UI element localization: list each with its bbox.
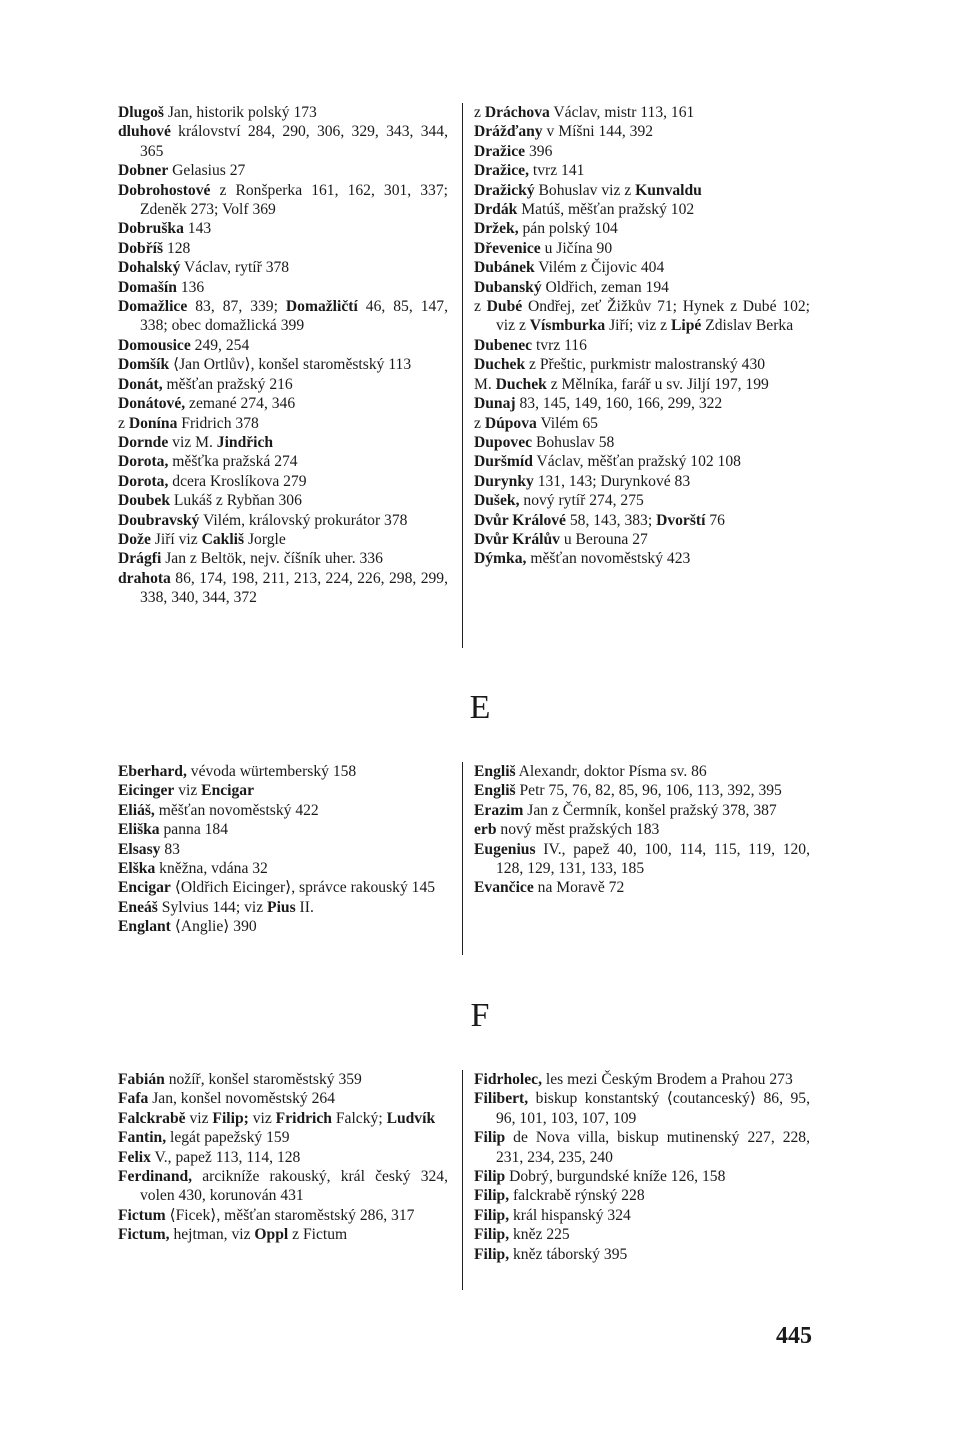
- index-entry: [474, 452, 810, 471]
- entry-headword: Engliš: [474, 782, 516, 800]
- entry-text: z: [118, 414, 129, 432]
- index-entry: [474, 840, 810, 879]
- entry-headword: Filip;: [212, 1109, 249, 1127]
- entry-text: u Jičína 90: [540, 239, 613, 257]
- section-e-column-rule: [462, 762, 463, 955]
- entry-text: ⟨Jan Ortlův⟩, konšel staroměstský 113: [169, 356, 412, 374]
- index-entry: [118, 781, 448, 800]
- entry-text: 76: [705, 511, 725, 529]
- index-entry: [474, 781, 810, 800]
- entry-headword: Fictum,: [118, 1226, 170, 1244]
- entry-text: viz M.: [168, 433, 217, 451]
- entry-headword: Donína: [128, 414, 178, 432]
- entry-text: tvrz 141: [528, 162, 585, 180]
- entry-headword: dluhové: [118, 123, 171, 141]
- entry-headword: Eicinger: [118, 782, 175, 800]
- entry-text: Jan z Beltök, nejv. číšník uher. 336: [161, 550, 383, 568]
- entry-headword: Dorota,: [118, 472, 169, 490]
- index-entry: [118, 859, 448, 878]
- index-entry: [118, 917, 448, 936]
- entry-text: Dobrý, burgundské kníže 126, 158: [505, 1168, 726, 1186]
- entry-headword: Durynky: [474, 472, 534, 490]
- entry-text: Jiří; viz z: [605, 317, 671, 335]
- entry-headword: Jindřich: [216, 433, 274, 451]
- index-entry: [474, 297, 810, 336]
- entry-headword: Englant: [118, 918, 171, 936]
- entry-text: arcikníže rakouský, král český 324, volen 430, korunován 431: [140, 1168, 448, 1205]
- entry-headword: Dúpova: [484, 414, 537, 432]
- entry-headword: Doubravský: [118, 511, 200, 529]
- entry-headword: Fridrich: [275, 1109, 332, 1127]
- entry-text: tvrz 116: [532, 336, 587, 354]
- index-entry: [474, 375, 810, 394]
- index-entry: [118, 452, 448, 471]
- entry-text: legát papežský 159: [166, 1129, 290, 1147]
- index-entry: [118, 1070, 448, 1089]
- entry-headword: Duchek: [495, 375, 547, 393]
- index-entry: [474, 549, 810, 568]
- index-entry: [474, 1089, 810, 1128]
- entry-headword: Filip,: [474, 1245, 510, 1263]
- index-entry: [118, 161, 448, 180]
- entry-text: 46, 85, 147, 338; obec domažlická 399: [140, 298, 448, 335]
- entry-headword: Dubenec: [474, 336, 533, 354]
- entry-headword: Cakliš: [201, 530, 245, 548]
- entry-text: z: [474, 298, 487, 316]
- entry-text: ⟨Oldřich Eicinger⟩, správce rakouský 145: [170, 879, 436, 897]
- entry-headword: Eneáš: [118, 898, 158, 916]
- entry-headword: Držek,: [474, 220, 519, 238]
- entry-headword: Dražice: [474, 142, 526, 160]
- index-entry: [474, 161, 810, 180]
- section-f-left-column: [118, 1070, 448, 1245]
- entry-headword: Drdák: [474, 201, 518, 219]
- entry-text: viz: [185, 1109, 213, 1127]
- index-entry: [118, 181, 448, 220]
- section-d-right-column: [474, 103, 810, 569]
- entry-text: dcera Kroslíkova 279: [168, 472, 307, 490]
- index-entry: [118, 219, 448, 238]
- entry-headword: Domažličtí: [285, 298, 358, 316]
- section-e-left-column: [118, 762, 448, 937]
- entry-text: Jorgle: [244, 530, 286, 548]
- index-entry: [118, 278, 448, 297]
- entry-headword: Dušek,: [474, 492, 520, 510]
- entry-text: Gelasius 27: [168, 162, 246, 180]
- entry-headword: Eugenius: [474, 840, 536, 858]
- entry-text: 143: [183, 220, 212, 238]
- entry-text: ⟨Ficek⟩, měšťan staroměstský 286, 317: [165, 1206, 415, 1224]
- entry-text: Jan, historik polský 173: [163, 104, 317, 121]
- entry-text: Petr 75, 76, 82, 85, 96, 106, 113, 392, 395: [515, 782, 782, 800]
- entry-headword: Dorota,: [118, 453, 169, 471]
- entry-text: Ondřej, zeť Žižkův 71; Hynek z Dubé 102; viz z: [496, 298, 810, 335]
- section-d-column-rule: [462, 103, 463, 648]
- index-entry: [118, 414, 448, 433]
- entry-text: Sylvius 144; viz: [157, 898, 268, 916]
- entry-text: z Ronšperka 161, 162, 301, 337; Zdeněk 273; Volf 369: [140, 181, 448, 219]
- entry-text: z: [474, 414, 485, 432]
- entry-text: 86, 174, 198, 211, 213, 224, 226, 298, 299, 338, 340, 344, 372: [140, 569, 448, 607]
- entry-headword: Filip: [474, 1129, 506, 1147]
- entry-headword: Dornde: [118, 433, 169, 451]
- entry-headword: Elsasy: [118, 840, 161, 858]
- entry-headword: Duchek: [474, 356, 526, 374]
- entry-text: Matúš, měšťan pražský 102: [517, 201, 695, 219]
- entry-text: Zdislav Berka: [701, 317, 794, 335]
- index-entry: [118, 258, 448, 277]
- entry-text: 83, 87, 339;: [187, 298, 286, 316]
- entry-text: v Míšni 144, 392: [542, 123, 654, 141]
- entry-headword: Engliš: [474, 763, 516, 780]
- index-entry: [118, 569, 448, 608]
- entry-headword: drahota: [118, 569, 171, 587]
- entry-text: 136: [176, 278, 205, 296]
- entry-headword: Domažlice: [118, 298, 188, 316]
- entry-headword: Vísmburka: [529, 317, 606, 335]
- entry-headword: Drágfi: [118, 550, 162, 568]
- entry-headword: Dobrohostové: [118, 181, 211, 199]
- entry-text: Fridrich 378: [177, 414, 259, 432]
- entry-headword: Falckrabě: [118, 1109, 186, 1127]
- entry-text: M.: [474, 375, 496, 393]
- entry-headword: Fafa: [118, 1090, 149, 1108]
- entry-headword: Dunaj: [474, 395, 516, 413]
- entry-headword: Dřevenice: [474, 239, 541, 257]
- entry-text: měšťan pražský 216: [162, 375, 293, 393]
- entry-headword: erb: [474, 821, 497, 839]
- entry-headword: Encigar: [201, 782, 255, 800]
- index-entry: [474, 433, 810, 452]
- index-entry: [118, 511, 448, 530]
- index-entry: [474, 200, 810, 219]
- entry-headword: Dobner: [118, 162, 169, 180]
- index-entry: [474, 762, 810, 781]
- index-entry: [118, 355, 448, 374]
- entry-text: falckrabě rýnský 228: [509, 1187, 645, 1205]
- entry-headword: Filip: [474, 1168, 506, 1186]
- entry-headword: Evančice: [474, 879, 534, 897]
- entry-headword: Dráchova: [484, 104, 550, 121]
- entry-text: měšťka pražská 274: [168, 453, 298, 471]
- entry-text: Václav, rytíř 378: [180, 259, 290, 277]
- index-entry: [118, 394, 448, 413]
- index-entry: [474, 278, 810, 297]
- index-entry: [118, 840, 448, 859]
- entry-text: měšťan novoměstský 423: [526, 550, 691, 568]
- entry-text: Václav, mistr 113, 161: [549, 104, 695, 121]
- entry-text: kněz 225: [509, 1226, 570, 1244]
- entry-text: Václav, měšťan pražský 102 108: [532, 453, 741, 471]
- entry-headword: Dupovec: [474, 433, 533, 451]
- entry-text: viz: [248, 1109, 276, 1127]
- index-entry: [474, 1206, 810, 1225]
- entry-headword: Dražický: [474, 181, 535, 199]
- entry-text: z: [474, 104, 485, 121]
- entry-headword: Kunvaldu: [635, 181, 702, 199]
- entry-text: král hispanský 324: [509, 1206, 631, 1224]
- entry-text: les mezi Českým Brodem a Prahou 273: [542, 1071, 793, 1088]
- index-entry: [474, 1186, 810, 1205]
- index-entry: [474, 530, 810, 549]
- entry-headword: Fabián: [118, 1071, 165, 1088]
- index-entry: [118, 1225, 448, 1244]
- entry-headword: Fictum: [118, 1206, 166, 1224]
- index-entry: [474, 820, 810, 839]
- index-entry: [118, 122, 448, 161]
- index-entry: [474, 103, 810, 122]
- entry-headword: Ferdinand,: [118, 1168, 193, 1186]
- section-f-column-rule: [462, 1070, 463, 1290]
- index-entry: [474, 1128, 810, 1167]
- entry-text: Lukáš z Rybňan 306: [170, 492, 302, 510]
- entry-headword: Fidrholec,: [474, 1071, 542, 1088]
- entry-text: Bohuslav 58: [532, 433, 615, 451]
- entry-headword: Encigar: [118, 879, 171, 897]
- entry-headword: Fantin,: [118, 1129, 167, 1147]
- index-entry: [118, 801, 448, 820]
- entry-headword: Drážďany: [474, 123, 543, 141]
- section-f-letter: F: [470, 997, 490, 1034]
- entry-text: Vilém 65: [536, 414, 598, 432]
- index-entry: [118, 1206, 448, 1225]
- entry-text: nožíř, konšel staroměstský 359: [164, 1071, 362, 1088]
- entry-text: panna 184: [159, 821, 229, 839]
- index-entry: [118, 375, 448, 394]
- entry-headword: Dvůr Králové: [474, 511, 566, 529]
- index-entry: [118, 1128, 448, 1147]
- index-entry: [118, 103, 448, 122]
- entry-text: 58, 143, 383;: [565, 511, 657, 529]
- index-entry: [474, 472, 810, 491]
- entry-text: viz: [174, 782, 202, 800]
- index-entry: [474, 491, 810, 510]
- section-e-right-column: [474, 762, 810, 898]
- index-entry: [118, 433, 448, 452]
- entry-text: z Přeštic, purkmistr malostranský 430: [525, 356, 766, 374]
- entry-headword: Dubánek: [474, 259, 535, 277]
- index-entry: [474, 511, 810, 530]
- entry-headword: Dýmka,: [474, 550, 527, 568]
- index-entry: [118, 1089, 448, 1108]
- index-entry: [474, 336, 810, 355]
- entry-headword: Donát,: [118, 375, 163, 393]
- index-entry: [118, 762, 448, 781]
- entry-headword: Eliáš,: [118, 801, 155, 819]
- entry-headword: Eberhard,: [118, 763, 187, 780]
- entry-headword: Lipé: [671, 317, 702, 335]
- entry-text: 83: [160, 840, 180, 858]
- entry-text: Bohuslav viz z: [534, 181, 636, 199]
- entry-text: Falcký;: [331, 1109, 387, 1127]
- section-d-left-column: [118, 103, 448, 608]
- entry-text: pán polský 104: [518, 220, 618, 238]
- entry-text: V., papež 113, 114, 128: [150, 1148, 301, 1166]
- index-entry: [118, 549, 448, 568]
- entry-text: de Nova villa, biskup mutinenský 227, 228, 231, 234, 235, 240: [496, 1129, 810, 1166]
- entry-text: vévoda würtemberský 158: [186, 763, 357, 780]
- entry-text: Jan z Čermník, konšel pražský 378, 387: [523, 801, 777, 819]
- entry-headword: Filip,: [474, 1206, 510, 1224]
- entry-text: z Fictum: [288, 1226, 348, 1244]
- entry-text: zemané 274, 346: [185, 395, 296, 413]
- index-entry: [474, 1225, 810, 1244]
- entry-text: 128: [163, 239, 191, 257]
- entry-headword: Duršmíd: [474, 453, 533, 471]
- section-f-right-column: [474, 1070, 810, 1264]
- index-entry: [474, 394, 810, 413]
- index-entry: [118, 336, 448, 355]
- entry-text: Oldřich, zeman 194: [541, 278, 669, 296]
- entry-headword: Domousice: [118, 336, 191, 354]
- page-number: 445: [776, 1323, 812, 1349]
- entry-text: 249, 254: [190, 336, 250, 354]
- index-entry: [474, 258, 810, 277]
- entry-text: měšťan novoměstský 422: [154, 801, 319, 819]
- entry-headword: Dvorští: [656, 511, 706, 529]
- index-entry: [118, 878, 448, 897]
- index-entry: [474, 122, 810, 141]
- entry-headword: Oppl: [254, 1226, 289, 1244]
- index-entry: [118, 491, 448, 510]
- entry-headword: Dubanský: [474, 278, 542, 296]
- index-entry: [474, 181, 810, 200]
- index-entry: [474, 414, 810, 433]
- entry-headword: Dože: [118, 530, 151, 548]
- index-entry: [474, 878, 810, 897]
- index-entry: [474, 355, 810, 374]
- entry-headword: Dohalský: [118, 259, 181, 277]
- entry-text: nový měst pražských 183: [496, 821, 660, 839]
- entry-headword: Felix: [118, 1148, 151, 1166]
- entry-text: IV., papež 40, 100, 114, 115, 119, 120, 128, 129, 131, 133, 185: [496, 840, 810, 878]
- section-e-letter: E: [469, 689, 491, 726]
- entry-text: Jan, konšel novoměstský 264: [148, 1090, 335, 1108]
- index-entry: [474, 239, 810, 258]
- index-entry: [474, 219, 810, 238]
- index-entry: [118, 1109, 448, 1128]
- entry-headword: Elška: [118, 860, 156, 878]
- entry-text: biskup konstantský ⟨coutanceský⟩ 86, 95, 96, 101, 103, 107, 109: [496, 1090, 810, 1127]
- entry-text: Alexandr, doktor Písma sv. 86: [515, 763, 707, 780]
- entry-headword: Filip,: [474, 1226, 510, 1244]
- index-entry: [474, 1070, 810, 1089]
- entry-headword: Dvůr Králův: [474, 530, 560, 548]
- index-entry: [118, 1148, 448, 1167]
- entry-text: ⟨Anglie⟩ 390: [170, 918, 257, 936]
- entry-headword: Donátové,: [118, 395, 186, 413]
- entry-text: kněz táborský 395: [509, 1245, 628, 1263]
- entry-text: Jiří viz: [150, 530, 202, 548]
- index-entry: [118, 297, 448, 336]
- index-entry: [118, 1167, 448, 1206]
- entry-text: u Berouna 27: [559, 530, 648, 548]
- entry-text: Vilém z Čijovic 404: [534, 259, 665, 277]
- entry-headword: Domašín: [118, 278, 177, 296]
- index-entry: [474, 1245, 810, 1264]
- entry-headword: Erazim: [474, 801, 524, 819]
- entry-headword: Dražice,: [474, 162, 529, 180]
- entry-text: 131, 143; Durynkové 83: [533, 472, 691, 490]
- entry-text: Vilém, královský prokurátor 378: [199, 511, 408, 529]
- entry-headword: Pius: [267, 898, 296, 916]
- entry-text: království 284, 290, 306, 329, 343, 344, 365: [140, 123, 448, 160]
- entry-headword: Dlugoš: [118, 104, 164, 121]
- entry-headword: Filibert,: [474, 1090, 529, 1108]
- entry-headword: Eliška: [118, 821, 160, 839]
- entry-text: kněžna, vdána 32: [155, 860, 268, 878]
- entry-headword: Domšík: [118, 356, 170, 374]
- entry-text: hejtman, viz: [169, 1226, 255, 1244]
- index-entry: [118, 820, 448, 839]
- entry-text: II.: [295, 898, 314, 916]
- entry-headword: Doubek: [118, 492, 170, 510]
- entry-text: na Moravě 72: [533, 879, 625, 897]
- entry-headword: Dobříš: [118, 239, 164, 257]
- entry-headword: Dubé: [486, 298, 523, 316]
- index-entry: [118, 898, 448, 917]
- entry-text: z Mělníka, farář u sv. Jiljí 197, 199: [546, 375, 769, 393]
- index-entry: [474, 142, 810, 161]
- index-entry: [118, 530, 448, 549]
- index-entry: [474, 1167, 810, 1186]
- entry-headword: Dobruška: [118, 220, 184, 238]
- index-entry: [118, 472, 448, 491]
- index-entry: [474, 801, 810, 820]
- entry-text: nový rytíř 274, 275: [519, 492, 644, 510]
- index-entry: [118, 239, 448, 258]
- entry-text: 396: [525, 142, 553, 160]
- entry-headword: Ludvík: [386, 1109, 436, 1127]
- entry-headword: Filip,: [474, 1187, 510, 1205]
- entry-text: 83, 145, 149, 160, 166, 299, 322: [515, 395, 723, 413]
